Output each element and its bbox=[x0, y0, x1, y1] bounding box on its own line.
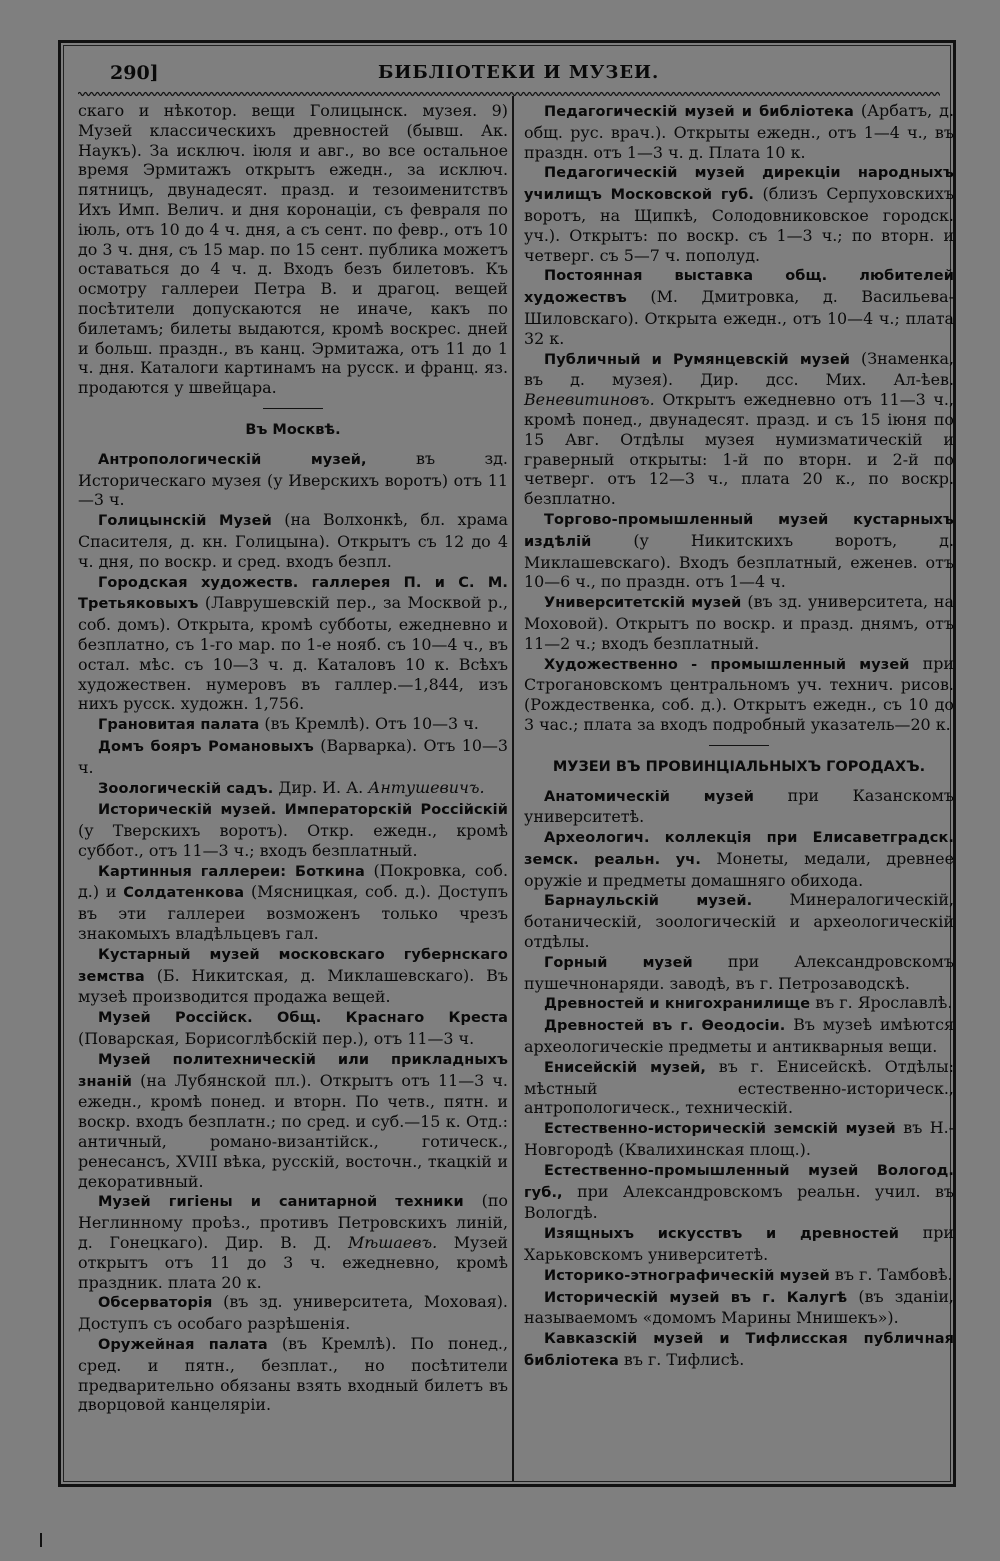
print-mark bbox=[40, 1533, 42, 1547]
page-header bbox=[78, 58, 940, 92]
entry-paragraph: Грановитая палата (въ Кремлѣ). Отъ 10—3 ч. bbox=[98, 714, 479, 734]
section-separator bbox=[263, 408, 323, 409]
entry-paragraph: Енисейскій музей, въ г. Енисейскѣ. Отдѣлы: мѣстный естественно-историческ., антропологическ., техническій. bbox=[524, 1056, 954, 1118]
entry-paragraph: Городская художеств. галлерея П. и С. М. Третьяковыхъ (Лаврушевскій пер., за Москвой р., соб. домъ). Открыта, кромѣ субботы, ежедневно и безплатно, съ 1-го мар. по 1-е нояб. съ 10—4 ч., въ остал. мѣс. съ 10—3 ч. д. Каталовъ 10 к. Всѣхъ художествен. нумеровъ въ галлер.—1,844, изъ нихъ русск. художн. 1,756. bbox=[78, 574, 508, 714]
entry-paragraph: Торгово-промышленный музей кустарныхъ издѣлій (у Никитскихъ воротъ, д. Миклашевскаго). Входъ безплатный, еженев. отъ 10—6 ч., по праздн. отъ 1—4 ч. bbox=[524, 511, 954, 592]
entry-paragraph: Музей политехническій или прикладныхъ знаній (на Лубянской пл.). Открытъ отъ 11—3 ч. ежедн., кромѣ понед. и вторн. По четв., пятн. и воскр. входъ безплатн.; по сред. и суб.—15 к. Отд.: античный, романо-византійск., готическ., ренесансъ, XVIII вѣка, русскій, восточн., ткацкій и декоративный. bbox=[78, 1051, 508, 1191]
entry-paragraph: Художественно - промышленный музей при Строгановскомъ центральномъ уч. технич. рисов. (Рождественка, соб. д.). Открытъ ежедн., съ 10 до 3 час.; плата за входъ подробный указатель—20 к. bbox=[524, 653, 954, 734]
page-number: 290] bbox=[110, 62, 159, 84]
entry-paragraph: Музей Россійск. Общ. Краснаго Креста (Поварская, Борисоглѣбскій пер.), отъ 11—3 ч. bbox=[78, 1010, 508, 1049]
entry-paragraph: скаго и нѣкотор. вещи Голицынск. музея. 9) Музей классическихъ древностей (бывш. Ак. Наукъ). За исключ. іюля и авг., во все остальное время Эрмитажъ открытъ ежедн., за исключ. пятницъ, двунадесят. празд. и тезоименитствъ Ихъ Имп. Велич. и дня коронаціи, съ февраля по іюль, отъ 10 до 4 ч. дня, а съ сент. по февр., отъ 10 до 3 ч. дня, съ 15 мар. по 15 сент. публика можетъ оставаться до 4 ч. д. Входъ безъ билетовъ. Къ осмотру галлереи Петра В. и драгоц. вещей посѣтители допускаются не иначе, какъ по билетамъ; билеты выдаются, кромѣ воскрес. дней и больш. праздн., въ канц. Эрмитажа, отъ 11 до 1 ч. дня. Каталоги картинамъ на русск. и франц. яз. продаются у швейцара. bbox=[78, 101, 508, 398]
entry-paragraph: Картинныя галлереи: Боткина (Покровка, соб. д.) и Солдатенкова (Мясницкая, соб. д.). Доступъ въ эти галлереи возможенъ только чрезъ знакомыхъ владѣльцевъ гал. bbox=[78, 860, 508, 944]
entry-paragraph: Оружейная палата (въ Кремлѣ). По понед., сред. и пятн., безплат., но посѣтители предварительно обязаны взять входный билетъ въ дворцовой канцеляріи. bbox=[78, 1334, 508, 1415]
entry-paragraph: Историческій музей. Императорскій Россійскій (у Тверскихъ воротъ). Откр. ежедн., кромѣ суббот., отъ 11—3 ч.; входъ безплатный. bbox=[78, 802, 508, 860]
entry-paragraph: Кавказскій музей и Тифлисская публичная библіотека въ г. Тифлисѣ. bbox=[524, 1331, 954, 1370]
entry-paragraph: Домъ бояръ Романовыхъ (Варварка). Отъ 10—3 ч. bbox=[78, 735, 508, 777]
entry-paragraph: Древностей въ г. Ѳеодосіи. Въ музеѣ имѣются археологическіе предметы и антикварныя вещи. bbox=[524, 1015, 954, 1057]
running-title: БИБЛІОТЕКИ И МУЗЕИ. bbox=[378, 62, 660, 83]
column-divider bbox=[512, 96, 514, 1481]
entry-paragraph: Музей гигіены и санитарной техники (по Неглинному проѣз., противъ Петровскихъ линій, д. Гонецкаго). Дир. В. Д. Мѣшаевъ. Музей открытъ отъ 11 до 3 ч. ежедневно, кромѣ праздник. плата 20 к. bbox=[78, 1191, 509, 1292]
entry-paragraph: Анатомическій музей при Казанскомъ университетѣ. bbox=[524, 785, 954, 827]
section-title: МУЗЕИ ВЪ ПРОВИНЦІАЛЬНЫХЪ ГОРОДАХЪ. bbox=[552, 758, 926, 775]
entry-paragraph: Университетскій музей (въ зд. университета, на Моховой). Открытъ по воскр. и празд. днямъ, отъ 11—2 ч.; входъ безплатный. bbox=[524, 592, 954, 653]
entry-paragraph: Постоянная выставка общ. любителей художествъ (М. Дмитровка, д. Васильева-Шиловскаго). Открыта ежедн., отъ 10—4 ч.; плата 32 к. bbox=[524, 268, 954, 348]
entry-paragraph: Кустарный музей московскаго губернскаго земства (Б. Никитская, д. Миклашевскаго). Въ музеѣ производится продажа вещей. bbox=[78, 946, 508, 1007]
entry-paragraph: Барнаульскій музей. Минералогическій, ботаническій, зоологическій и археологическій отдѣлы. bbox=[524, 890, 954, 952]
entry-paragraph: Педагогическій музей дирекціи народныхъ училищъ Московской губ. (близъ Серпуховскихъ воротъ, на Щипкѣ, Солодовниковское городск. уч.). Открытъ: по воскр. съ 1—3 ч.; по вторн. и четверг. съ 5—7 ч. пополуд. bbox=[524, 165, 954, 265]
left-column bbox=[78, 101, 508, 1415]
entry-paragraph: Историко-этнографическій музей въ г. Тамбовѣ. bbox=[544, 1264, 953, 1284]
entry-paragraph: Голицынскій Музей (на Волхонкѣ, бл. храма Спасителя, д. кн. Голицына). Открытъ съ 12 до 4 ч. дня, по воскр. и сред. входъ безпл. bbox=[78, 510, 508, 571]
entry-paragraph: Естественно-промышленный музей Вологод. губ., при Александровскомъ реальн. учил. въ Вологдѣ. bbox=[524, 1162, 954, 1223]
right-column bbox=[524, 101, 954, 1372]
entry-paragraph: Зоологическій садъ. Дир. И. А. Антушевичъ. bbox=[98, 777, 485, 797]
entry-paragraph: Педагогическій музей и библіотека (Арбатъ, д. общ. рус. врач.). Открыты ежедн., отъ 1—4 ч., въ праздн. отъ 1—3 ч. д. Плата 10 к. bbox=[524, 101, 954, 162]
entry-paragraph: Обсерваторія (въ зд. университета, Моховая). Доступъ съ особаго разрѣшенія. bbox=[78, 1292, 508, 1334]
section-title: Въ Москвѣ. bbox=[245, 421, 341, 438]
entry-paragraph: Публичный и Румянцевскій музей (Знаменка, въ д. музея). Дир. дсс. Мих. Ал-ѣев. Веневитиновъ. Открытъ ежедневно отъ 11—3 ч., кромѣ понед., двунадесят. празд. и съ 15 іюня по 15 Авг. Отдѣлы музея нумизматическій и граверный открыты: 1-й по вторн. и 2-й по четверг. отъ 12—3 ч., плата 20 к., по воскр. безплатно. bbox=[524, 348, 954, 509]
entry-paragraph: Горный музей при Александровскомъ пушечнонаряди. заводѣ, въ г. Петрозаводскѣ. bbox=[524, 951, 955, 993]
header-wavy-rule bbox=[78, 90, 940, 98]
section-separator bbox=[709, 745, 769, 746]
entry-paragraph: Историческій музей въ г. Калугѣ (въ зданіи, называемомъ «домомъ Марины Мнишекъ»). bbox=[524, 1286, 954, 1328]
entry-paragraph: Древностей и книгохранилище въ г. Ярославлѣ. bbox=[544, 993, 953, 1013]
entry-paragraph: Изящныхъ искусствъ и древностей при Харьковскомъ университетѣ. bbox=[524, 1223, 954, 1265]
entry-paragraph: Антропологическій музей, въ зд. Историческаго музея (у Иверскихъ воротъ) отъ 11—3 ч. bbox=[78, 448, 508, 510]
entry-paragraph: Естественно-историческій земскій музей въ Н.-Новгородѣ (Квалихинская площ.). bbox=[524, 1118, 955, 1160]
entry-paragraph: Археологич. коллекція при Елисаветградск. земск. реальн. уч. Монеты, медали, древнее оружіе и предметы домашняго обихода. bbox=[524, 830, 954, 890]
